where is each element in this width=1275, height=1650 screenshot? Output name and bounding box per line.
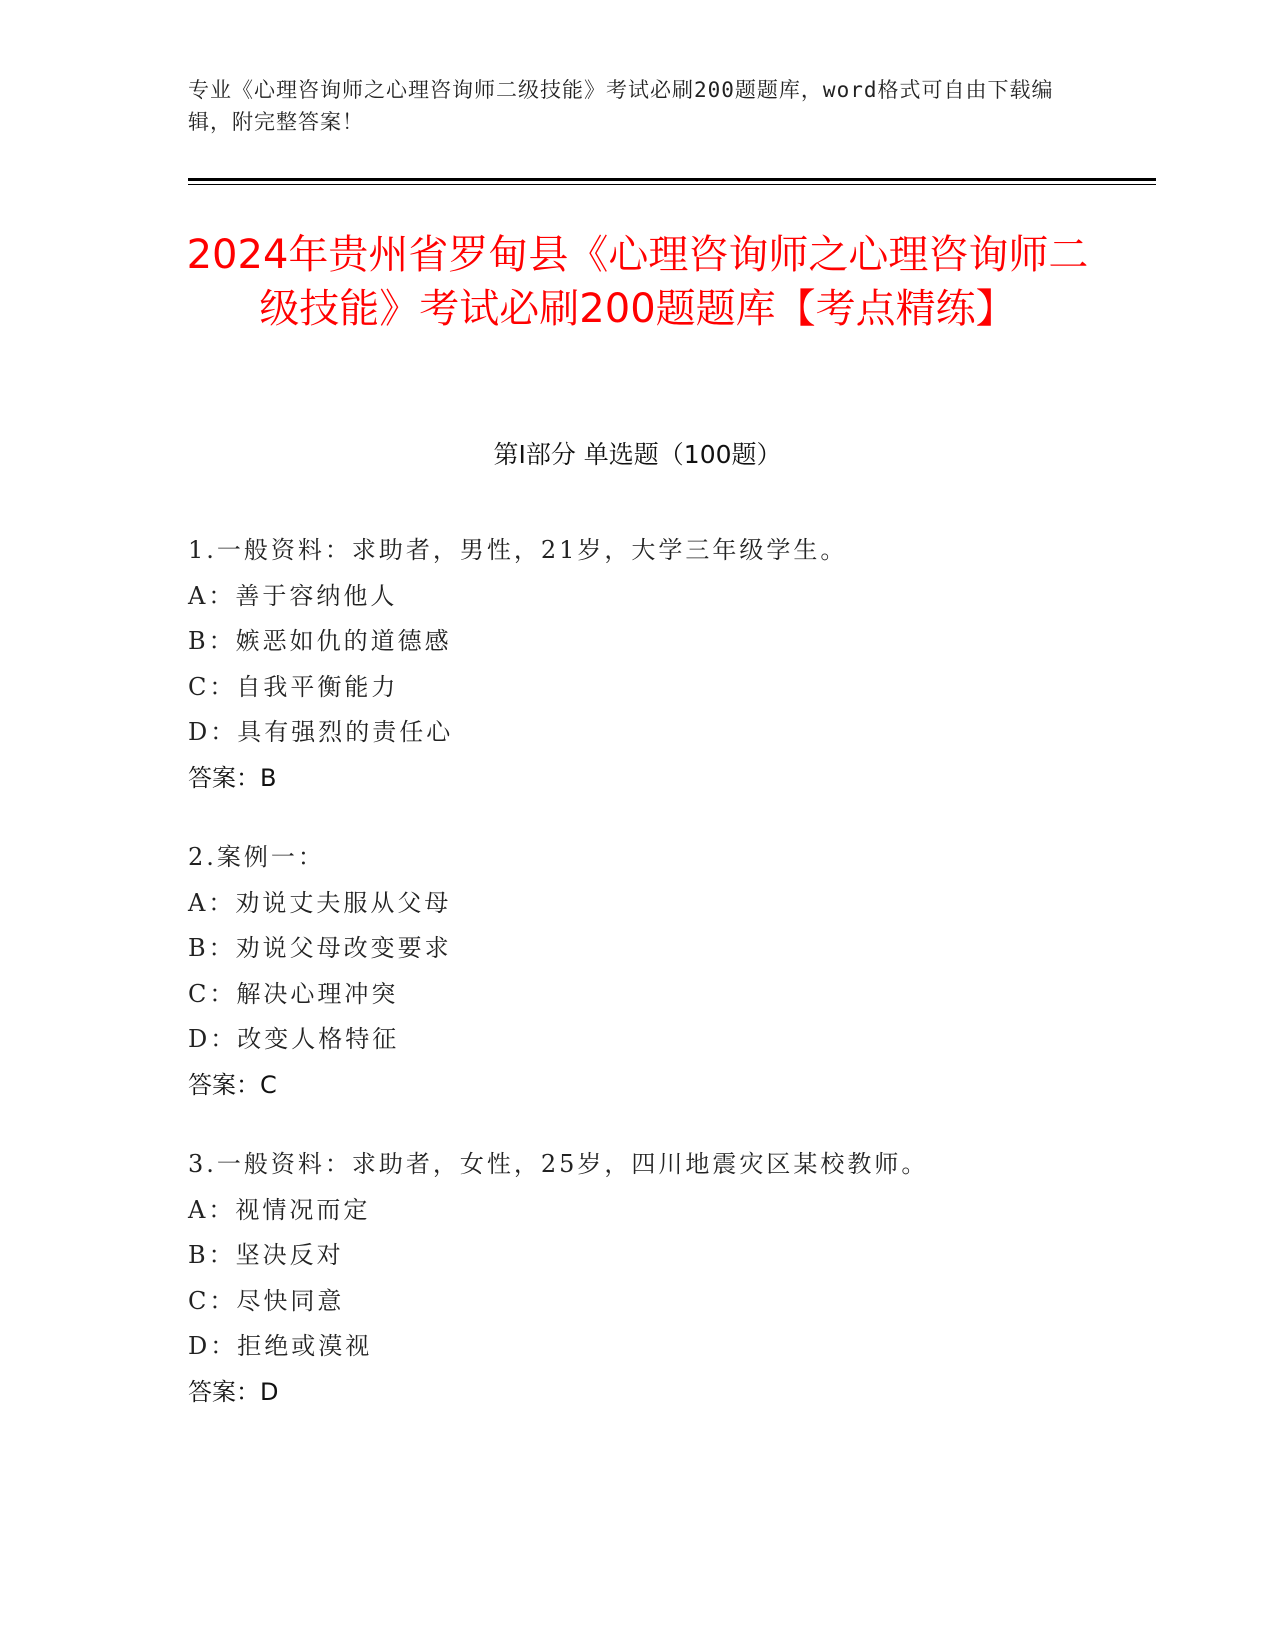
question-2 <box>188 835 1148 1108</box>
answer: 答案：D <box>188 1377 279 1406</box>
section-title: 第Ⅰ部分 单选题（100题） <box>493 440 782 469</box>
header-rule-thick <box>188 178 1156 181</box>
option-d: D：改变人格特征 <box>188 1025 400 1053</box>
question-stem: 3.一般资料：求助者，女性，25岁，四川地震灾区某校教师。 <box>188 1150 929 1178</box>
question-list <box>188 528 1148 1449</box>
header-note: 专业《心理咨询师之心理咨询师二级技能》考试必刷200题题库，word格式可自由下载编辑，附完整答案！ <box>188 78 1054 134</box>
option-a: A：劝说丈夫服从父母 <box>188 888 452 917</box>
question-stem: 1.一般资料：求助者，男性，21岁，大学三年级学生。 <box>188 536 848 564</box>
option-b: B：坚决反对 <box>188 1241 344 1269</box>
option-b: B：劝说父母改变要求 <box>188 934 452 962</box>
option-c: C：尽快同意 <box>188 1286 345 1315</box>
option-d: D：拒绝或漠视 <box>188 1332 373 1360</box>
option-a: A：视情况而定 <box>188 1195 371 1224</box>
answer: 答案：C <box>188 1070 277 1099</box>
header-rule-thin <box>188 184 1156 185</box>
option-c: C：解决心理冲突 <box>188 979 399 1008</box>
option-d: D：具有强烈的责任心 <box>188 718 454 746</box>
answer: 答案：B <box>188 763 277 792</box>
document-title: 2024年贵州省罗甸县《心理咨询师之心理咨询师二级技能》考试必刷200题题库【考点精练】 <box>186 232 1089 332</box>
question-1 <box>188 528 1148 801</box>
question-3 <box>188 1142 1148 1415</box>
question-stem: 2.案例一： <box>188 843 325 871</box>
option-a: A：善于容纳他人 <box>188 581 398 610</box>
option-c: C：自我平衡能力 <box>188 672 399 701</box>
option-b: B：嫉恶如仇的道德感 <box>188 627 452 655</box>
